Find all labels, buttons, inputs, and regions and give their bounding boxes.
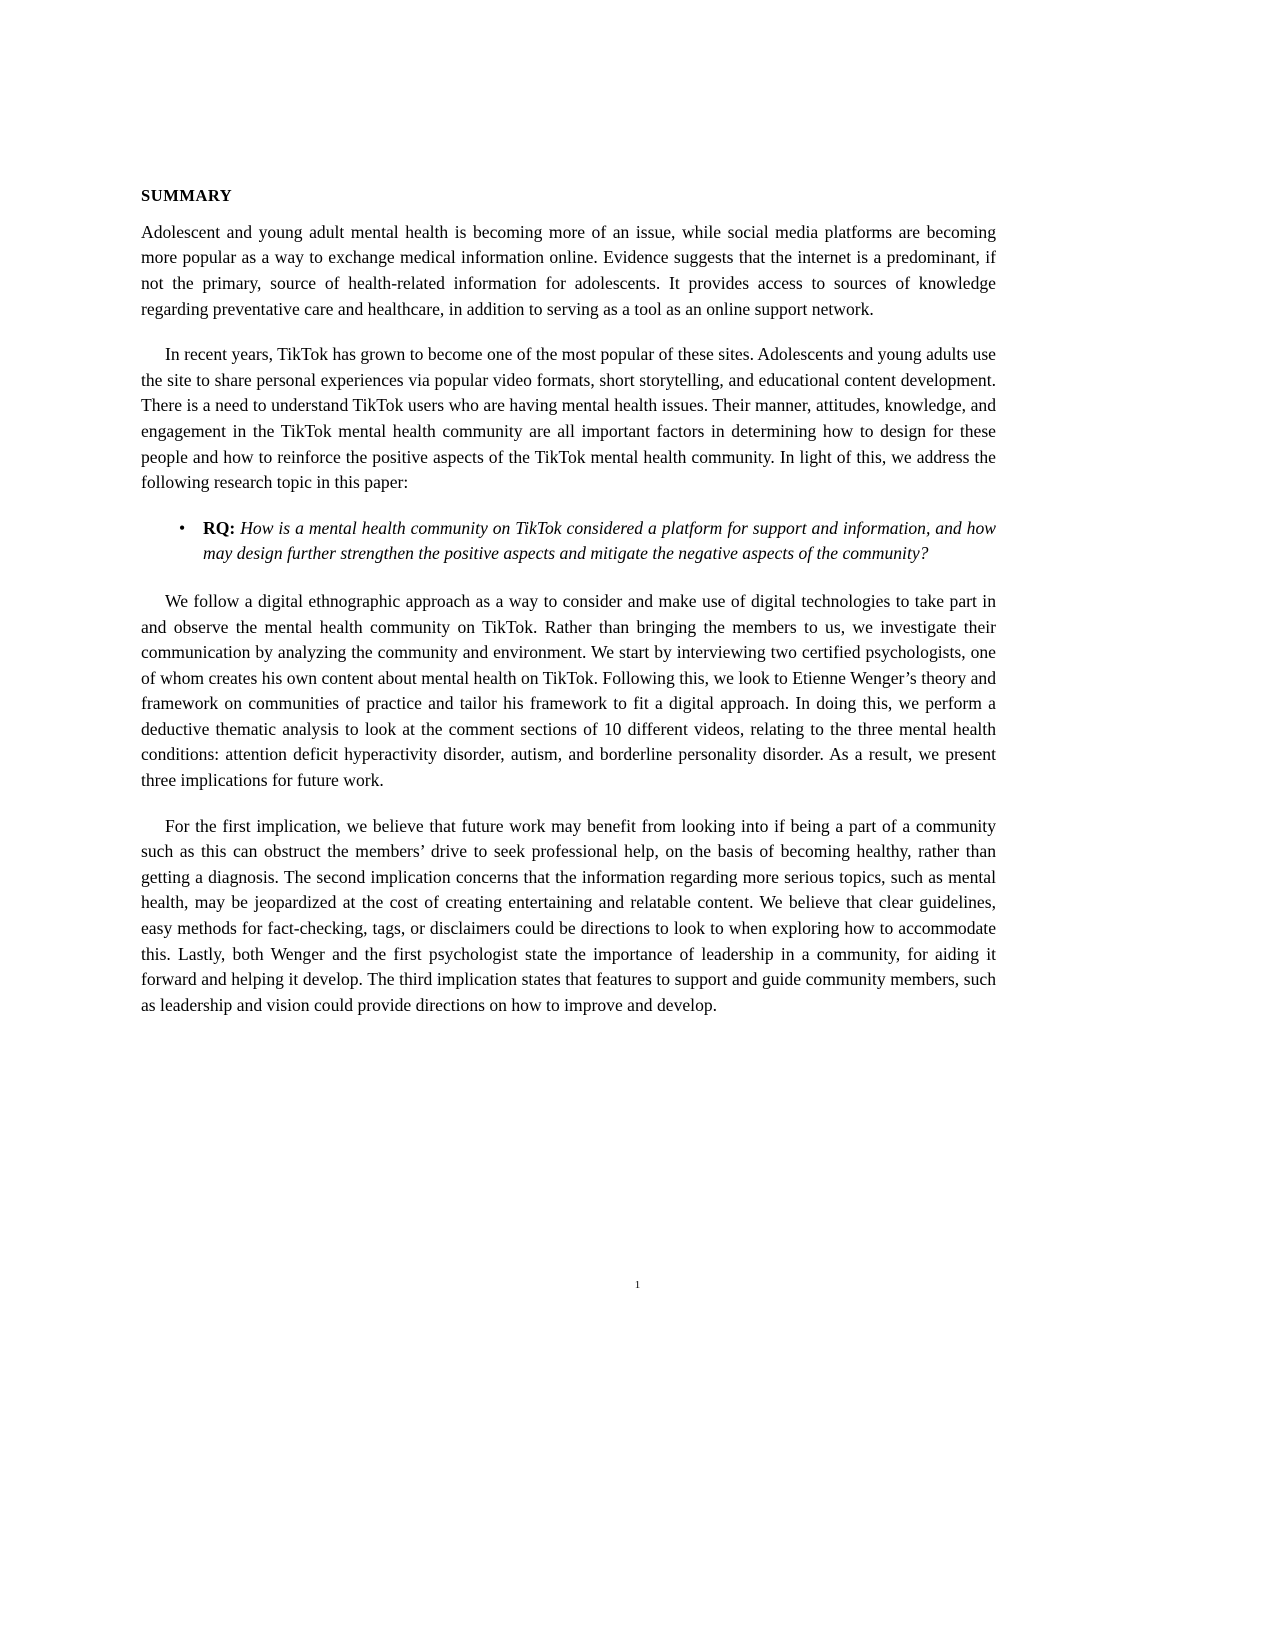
page-number: 1 [634, 1279, 641, 1291]
list-item-research-question [141, 516, 996, 567]
paragraph-1: Adolescent and young adult mental health is becoming more of an issue, while social media platforms are becoming more popular as a way to exchange medical information online. Evidence suggests that the internet is a predominant, if not the primary, source of health-related information for adolescents. It provides access to sources of knowledge regarding preventative care and healthcare, in addition to serving as a tool as an online support network. [141, 221, 996, 319]
paragraph-2: In recent years, TikTok has grown to become one of the most popular of these sites. Adolescents and young adults use the site to share personal experiences via popular video formats, short storytelling, and educational content development. There is a need to understand TikTok users who are having mental health issues. Their manner, attitudes, knowledge, and engagement in the TikTok mental health community are all important factors in determining how to design for these people and how to reinforce the positive aspects of the TikTok mental health community. In light of this, we address the following research topic in this paper: [141, 344, 996, 493]
research-question-label: RQ: [203, 517, 236, 538]
research-question-list [141, 516, 996, 567]
research-question-text: How is a mental health community on TikTok considered a platform for support and information, and how may design further strengthen the positive aspects and mitigate the negative aspects of the community? [203, 517, 996, 564]
bullet-icon: • [179, 517, 186, 538]
page-content [141, 186, 996, 1038]
paragraph-4: For the first implication, we believe that future work may benefit from looking into if being a part of a community such as this can obstruct the members’ drive to seek professional help, on the basis of becoming healthy, rather than getting a diagnosis. The second implication concerns that the information regarding more serious topics, such as mental health, may be jeopardized at the cost of creating entertaining and relatable content. We believe that clear guidelines, easy methods for fact-checking, tags, or disclaimers could be directions to look to when exploring how to accommodate this. Lastly, both Wenger and the first psychologist state the importance of leadership in a community, for aiding it forward and helping it develop. The third implication states that features to support and guide community members, such as leadership and vision could provide directions on how to improve and develop. [141, 815, 996, 1015]
section-heading-summary: SUMMARY [141, 186, 233, 205]
paragraph-3: We follow a digital ethnographic approach as a way to consider and make use of digital technologies to take part in and observe the mental health community on TikTok. Rather than bringing the members to us, we investigate their communication by analyzing the community and environment. We start by interviewing two certified psychologists, one of whom creates his own content about mental health on TikTok. Following this, we look to Etienne Wenger’s theory and framework on communities of practice and tailor his framework to fit a digital approach. In doing this, we perform a deductive thematic analysis to look at the comment sections of 10 different videos, relating to the three mental health conditions: attention deficit hyperactivity disorder, autism, and borderline personality disorder. As a result, we present three implications for future work. [141, 590, 996, 791]
